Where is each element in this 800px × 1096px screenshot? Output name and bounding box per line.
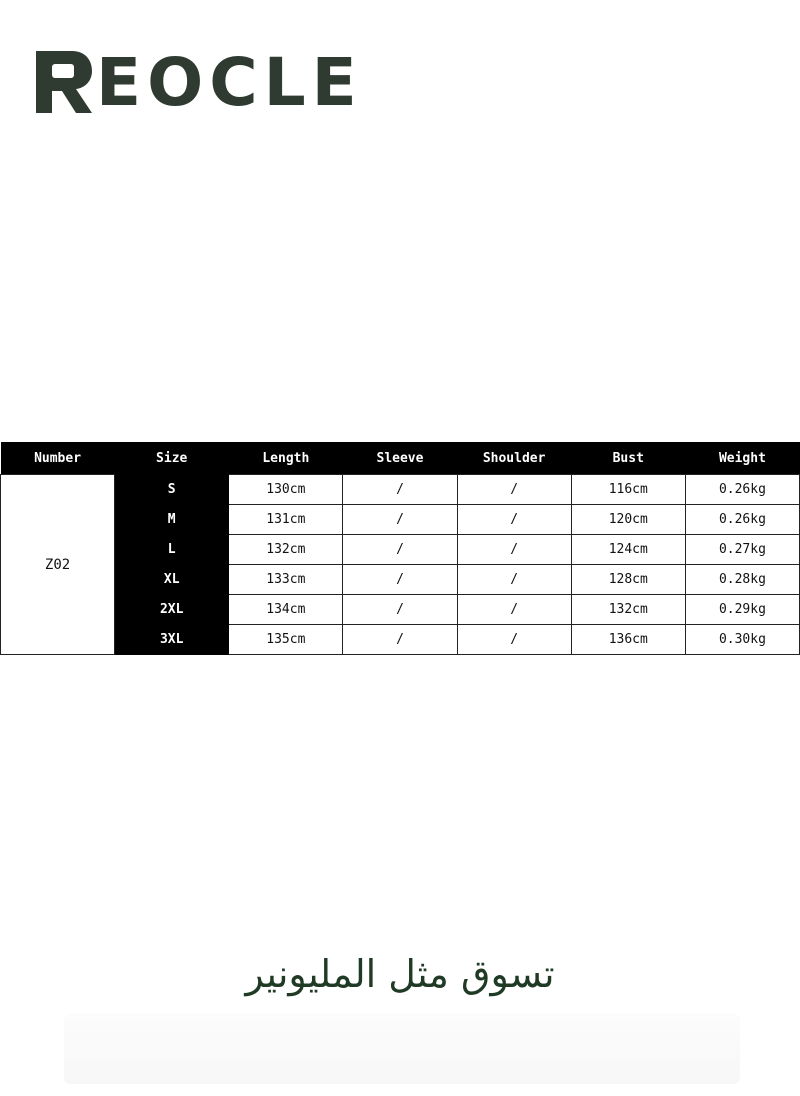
faded-footer-banner xyxy=(64,1014,740,1084)
length-cell: 132cm xyxy=(229,535,343,565)
weight-cell: 0.28kg xyxy=(685,565,799,595)
bust-cell: 124cm xyxy=(571,535,685,565)
sleeve-cell: / xyxy=(343,505,457,535)
shoulder-cell: / xyxy=(457,625,571,655)
brand-logo xyxy=(36,44,363,121)
logo-wordmark: EOCLE xyxy=(96,44,363,121)
logo-r-mark-icon xyxy=(36,51,94,113)
bust-cell: 116cm xyxy=(571,475,685,505)
size-chart-table xyxy=(0,442,800,655)
length-cell: 133cm xyxy=(229,565,343,595)
bust-cell: 132cm xyxy=(571,595,685,625)
header-sleeve: Sleeve xyxy=(343,442,457,475)
length-cell: 131cm xyxy=(229,505,343,535)
shoulder-cell: / xyxy=(457,535,571,565)
weight-cell: 0.29kg xyxy=(685,595,799,625)
length-cell: 135cm xyxy=(229,625,343,655)
weight-cell: 0.30kg xyxy=(685,625,799,655)
header-bust: Bust xyxy=(571,442,685,475)
bust-cell: 120cm xyxy=(571,505,685,535)
shoulder-cell: / xyxy=(457,595,571,625)
table-row xyxy=(1,505,800,535)
length-cell: 134cm xyxy=(229,595,343,625)
header-size: Size xyxy=(115,442,229,475)
header-weight: Weight xyxy=(685,442,799,475)
shoulder-cell: / xyxy=(457,505,571,535)
weight-cell: 0.26kg xyxy=(685,475,799,505)
sleeve-cell: / xyxy=(343,595,457,625)
header-shoulder: Shoulder xyxy=(457,442,571,475)
table-row xyxy=(1,595,800,625)
weight-cell: 0.27kg xyxy=(685,535,799,565)
sleeve-cell: / xyxy=(343,625,457,655)
length-cell: 130cm xyxy=(229,475,343,505)
arabic-tagline: تسوق مثل المليونير xyxy=(245,952,555,996)
header-number: Number xyxy=(1,442,115,475)
size-cell: 2XL xyxy=(115,595,229,625)
weight-cell: 0.26kg xyxy=(685,505,799,535)
table-row xyxy=(1,535,800,565)
table-row xyxy=(1,565,800,595)
sleeve-cell: / xyxy=(343,565,457,595)
table-header-row xyxy=(1,442,800,475)
sleeve-cell: / xyxy=(343,475,457,505)
shoulder-cell: / xyxy=(457,475,571,505)
bust-cell: 136cm xyxy=(571,625,685,655)
size-cell: XL xyxy=(115,565,229,595)
bust-cell: 128cm xyxy=(571,565,685,595)
size-cell: 3XL xyxy=(115,625,229,655)
size-cell: M xyxy=(115,505,229,535)
number-cell: Z02 xyxy=(1,475,115,655)
table-row xyxy=(1,475,800,505)
sleeve-cell: / xyxy=(343,535,457,565)
size-cell: L xyxy=(115,535,229,565)
header-length: Length xyxy=(229,442,343,475)
shoulder-cell: / xyxy=(457,565,571,595)
table-row xyxy=(1,625,800,655)
size-cell: S xyxy=(115,475,229,505)
